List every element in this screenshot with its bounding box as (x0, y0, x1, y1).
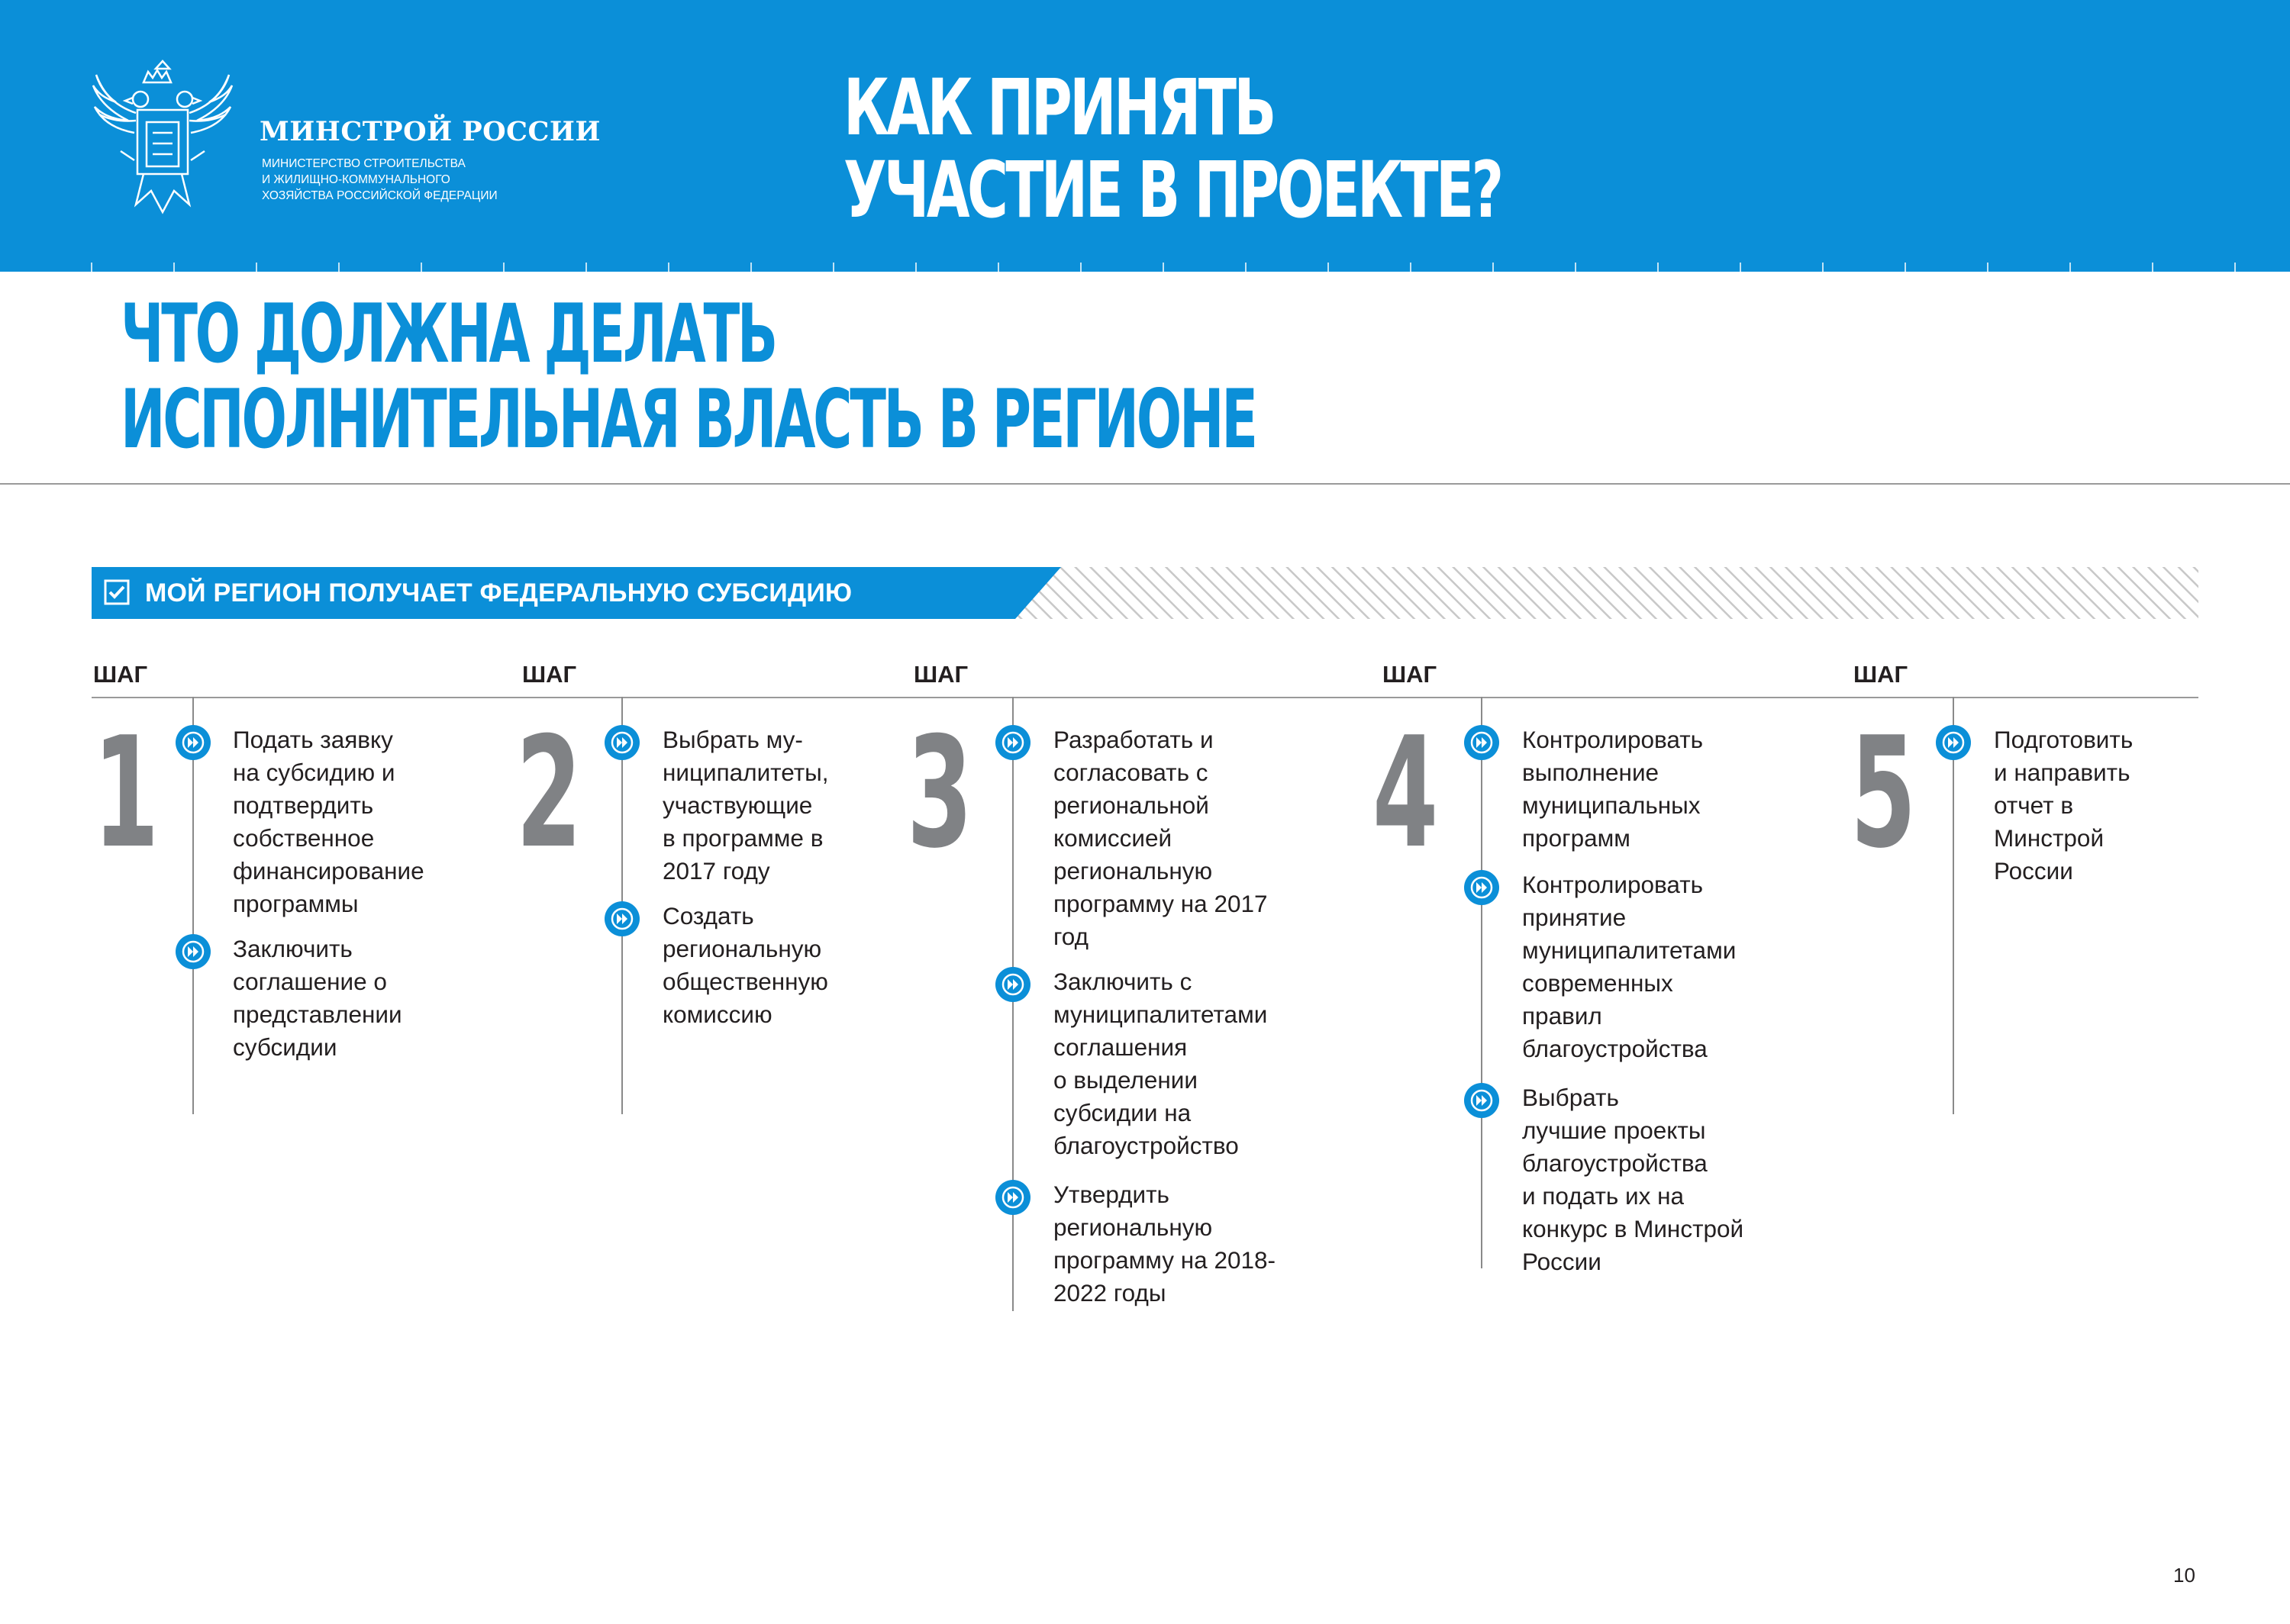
page-title-line: КАК ПРИНЯТЬ (843, 63, 1274, 153)
step-label: ШАГ (914, 661, 969, 688)
steps-divider (92, 697, 2198, 698)
step-item-text (663, 900, 828, 1031)
step-item-line: подтвердить (233, 791, 374, 819)
step-item-line: Выбрать (1522, 1084, 1619, 1111)
step-item-line: программы (233, 890, 359, 917)
step-item-line: на субсидию и (233, 759, 395, 786)
step-label: ШАГ (1382, 661, 1437, 688)
step-item-line: комиссией (1053, 824, 1172, 852)
section-title (121, 287, 1256, 466)
step-label: ШАГ (93, 661, 148, 688)
checkbox-checked-icon (104, 579, 130, 605)
step-item-line: о выделении (1053, 1066, 1198, 1094)
step-item-line: России (1994, 857, 2073, 884)
ministry-name: МИНСТРОЙ РОССИИ (260, 116, 601, 147)
fast-forward-icon (1464, 725, 1499, 760)
section-title-line: ИСПОЛНИТЕЛЬНАЯ ВЛАСТЬ В РЕГИОНЕ (121, 372, 1256, 466)
step-item-text (663, 723, 829, 888)
step-item-line: лучшие проекты (1522, 1116, 1706, 1144)
fast-forward-icon (176, 934, 211, 969)
step-item-line: региональную (663, 935, 822, 962)
step-number: 1 (93, 704, 160, 882)
ministry-subtitle-line: И ЖИЛИЩНО-КОММУНАЛЬНОГО (262, 173, 450, 186)
step-item-line: участвующие (663, 791, 813, 819)
step-item-text (1053, 965, 1267, 1162)
ministry-subtitle (262, 156, 567, 204)
step-item-line: программ (1522, 824, 1630, 852)
fast-forward-icon (995, 725, 1030, 760)
fast-forward-icon (1464, 870, 1499, 905)
step-vertical-line (1012, 697, 1014, 1311)
step-item-text (1522, 868, 1736, 1065)
step-item-line: субсидии (233, 1033, 337, 1061)
step-item-line: региональную (1053, 1213, 1213, 1241)
step-item-line: собственное (233, 824, 375, 852)
step-item-line: Утвердить (1053, 1181, 1169, 1208)
step-item-line: согласовать с (1053, 759, 1208, 786)
step-label: ШАГ (522, 661, 577, 688)
step-item-line: программу на 2017 (1053, 890, 1268, 917)
step-label: ШАГ (1853, 661, 1908, 688)
step-item-line: субсидии на (1053, 1099, 1192, 1126)
step-item-text (1053, 1178, 1276, 1310)
fast-forward-icon (1464, 1083, 1499, 1118)
step-item-line: общественную (663, 968, 828, 995)
fast-forward-icon (1936, 725, 1971, 760)
header-tick-strip (0, 263, 2290, 272)
fast-forward-icon (176, 725, 211, 760)
step-item-text (1994, 723, 2133, 888)
step-item-line: и подать их на (1522, 1182, 1685, 1210)
step-number: 5 (1850, 704, 1917, 882)
step-item-line: в программе в (663, 824, 824, 852)
step-item-line: отчет в (1994, 791, 2074, 819)
ministry-subtitle-line: МИНИСТЕРСТВО СТРОИТЕЛЬСТВА (262, 157, 466, 170)
step-item-line: и направить (1994, 759, 2130, 786)
step-item-line: программу на 2018- (1053, 1246, 1276, 1274)
step-item-line: Выбрать му- (663, 726, 803, 753)
step-item-line: Разработать и (1053, 726, 1214, 753)
page-title (843, 63, 1501, 236)
section-title-line: ЧТО ДОЛЖНА ДЕЛАТЬ (121, 287, 776, 381)
step-item-line: муниципалитетами (1053, 1000, 1268, 1028)
step-item-text (1522, 723, 1703, 855)
step-item-line: Заключить с (1053, 968, 1192, 995)
step-item-line: выполнение (1522, 759, 1659, 786)
fast-forward-icon (995, 967, 1030, 1002)
step-number: 3 (907, 704, 973, 882)
step-item-text (1053, 723, 1268, 953)
step-item-line: Заключить (233, 935, 353, 962)
page-title-line: УЧАСТИЕ В ПРОЕКТЕ? (843, 145, 1501, 236)
step-number: 2 (516, 704, 582, 882)
step-vertical-line (1481, 697, 1482, 1268)
step-item-line: благоустройства (1522, 1035, 1708, 1062)
step-item-line: Контролировать (1522, 871, 1704, 898)
banner-text: МОЙ РЕГИОН ПОЛУЧАЕТ ФЕДЕРАЛЬНУЮ СУБСИДИЮ (145, 578, 853, 607)
step-item-line: соглашение о (233, 968, 387, 995)
step-item-line: соглашения (1053, 1033, 1188, 1061)
step-item-line: региональной (1053, 791, 1209, 819)
step-item-line: принятие (1522, 904, 1627, 931)
step-item-line: ниципалитеты, (663, 759, 829, 786)
step-item-text (233, 723, 424, 920)
step-item-line: год (1053, 923, 1089, 950)
step-item-line: благоустройства (1522, 1149, 1708, 1177)
eagle-emblem-icon (90, 60, 235, 220)
step-item-line: Подать заявку (233, 726, 393, 753)
step-item-line: Контролировать (1522, 726, 1704, 753)
section-divider (0, 483, 2290, 485)
step-item-line: Минстрой (1994, 824, 2105, 852)
step-item-line: муниципальных (1522, 791, 1701, 819)
ministry-subtitle-line: ХОЗЯЙСТВА РОССИЙСКОЙ ФЕДЕРАЦИИ (262, 189, 498, 202)
step-item-line: современных (1522, 969, 1673, 997)
step-item-line: Создать (663, 902, 754, 930)
fast-forward-icon (995, 1180, 1030, 1215)
step-number: 4 (1372, 704, 1439, 882)
step-item-line: России (1522, 1248, 1601, 1275)
step-item-line: 2017 году (663, 857, 770, 884)
step-item-line: представлении (233, 1000, 402, 1028)
step-item-line: комиссию (663, 1000, 772, 1028)
step-item-text (233, 933, 402, 1064)
step-item-line: 2022 годы (1053, 1279, 1166, 1307)
step-item-text (1522, 1081, 1743, 1278)
step-item-line: благоустройство (1053, 1132, 1239, 1159)
page-number: 10 (2173, 1564, 2195, 1587)
fast-forward-icon (605, 901, 640, 936)
step-item-line: региональную (1053, 857, 1213, 884)
fast-forward-icon (605, 725, 640, 760)
step-item-line: муниципалитетами (1522, 936, 1737, 964)
step-item-line: финансирование (233, 857, 424, 884)
step-item-line: Подготовить (1994, 726, 2134, 753)
step-item-line: конкурс в Минстрой (1522, 1215, 1744, 1242)
step-item-line: правил (1522, 1002, 1602, 1030)
